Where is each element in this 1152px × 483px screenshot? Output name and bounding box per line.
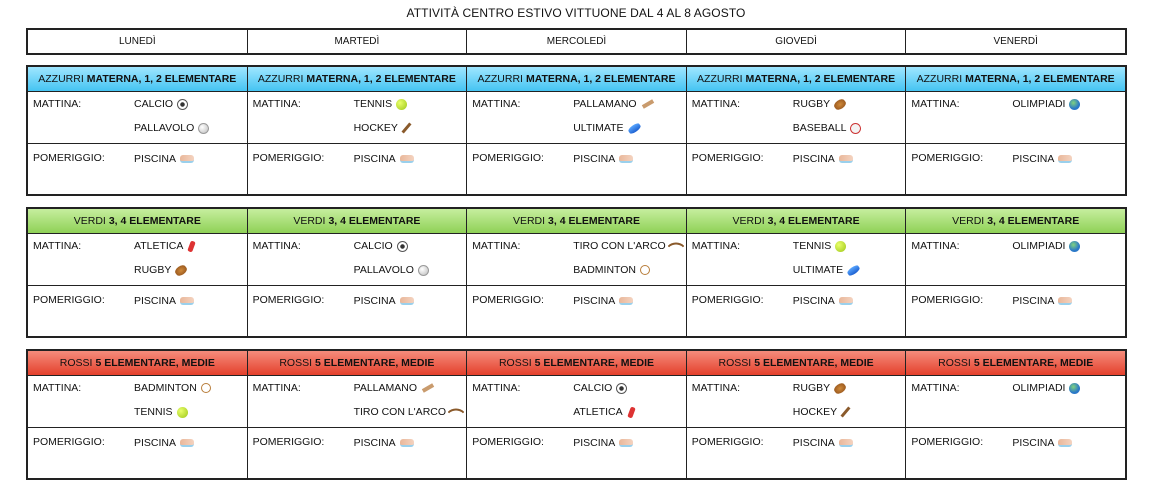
tennis-ball-icon <box>396 99 407 110</box>
day-header-row <box>26 28 1127 55</box>
activity-name: PISCINA <box>792 295 835 307</box>
afternoon-label: POMERIGGIO: <box>33 294 105 306</box>
activity-name: PISCINA <box>134 437 177 449</box>
activity <box>354 240 408 252</box>
morning-label: MATTINA: <box>33 382 82 394</box>
group-block-rossi <box>26 349 1127 480</box>
morning-cell <box>248 92 467 144</box>
group-header <box>906 351 1125 376</box>
morning-label: MATTINA: <box>691 382 741 394</box>
group-classes: MATERNA, 1, 2 ELEMENTARE <box>86 73 237 85</box>
activity <box>134 382 211 394</box>
group-header <box>906 67 1125 92</box>
activity-name: RUGBY <box>134 264 172 276</box>
activity <box>134 295 194 307</box>
activity <box>354 406 462 418</box>
volleyball-icon <box>418 265 429 276</box>
group-header <box>467 209 686 234</box>
morning-cell <box>687 234 906 286</box>
morning-label: MATTINA: <box>252 382 301 394</box>
group-header <box>467 67 686 92</box>
activity <box>1012 437 1072 449</box>
activity-name: HOCKEY <box>792 406 838 418</box>
group-classes: 3, 4 ELEMENTARE <box>548 215 641 227</box>
group-name: AZZURRI <box>916 73 963 85</box>
afternoon-cell <box>28 428 247 478</box>
activity-name: PISCINA <box>134 295 177 307</box>
swimmer-icon <box>839 439 853 447</box>
badminton-racket-icon <box>640 265 650 275</box>
activity <box>793 240 847 252</box>
activity-name: ATLETICA <box>134 240 184 252</box>
activity <box>134 98 188 110</box>
activity-name: CALCIO <box>353 240 393 252</box>
frisbee-icon <box>627 121 642 134</box>
group-header <box>687 209 906 234</box>
day-wednesday: MERCOLEDÌ <box>466 30 686 53</box>
afternoon-cell <box>467 428 686 478</box>
group-classes: 5 ELEMENTARE, MEDIE <box>95 357 215 369</box>
page-title: ATTIVITÀ CENTRO ESTIVO VITTUONE DAL 4 AL 8 AGOSTO <box>406 6 746 20</box>
afternoon-label: POMERIGGIO: <box>911 152 984 164</box>
activity-name: BADMINTON <box>134 382 197 394</box>
group-classes: 5 ELEMENTARE, MEDIE <box>973 357 1094 369</box>
swimmer-icon <box>400 155 414 163</box>
group-classes: MATERNA, 1, 2 ELEMENTARE <box>965 73 1115 85</box>
activity-name: HOCKEY <box>353 122 398 134</box>
swimmer-icon <box>1058 155 1072 163</box>
group-classes: 3, 4 ELEMENTARE <box>987 215 1080 227</box>
bow-arrow-icon <box>448 404 465 421</box>
activity-name: TENNIS <box>792 240 832 252</box>
group-name: VERDI <box>952 215 985 227</box>
afternoon-cell <box>687 428 906 478</box>
activity <box>354 153 414 165</box>
group-name: AZZURRI <box>697 73 743 85</box>
afternoon-label: POMERIGGIO: <box>911 436 984 448</box>
swimmer-icon <box>619 155 633 163</box>
activity-name: PISCINA <box>573 437 616 449</box>
day-thursday: GIOVEDÌ <box>686 30 906 53</box>
activity <box>1012 153 1072 165</box>
activity <box>134 264 187 276</box>
activity-name: RUGBY <box>792 98 831 110</box>
afternoon-cell <box>248 428 467 478</box>
rugby-ball-icon <box>174 263 189 277</box>
handball-icon <box>641 99 653 108</box>
globe-icon <box>1069 99 1080 110</box>
activity <box>1012 382 1080 394</box>
group-name: AZZURRI <box>257 73 304 85</box>
soccer-ball-icon <box>616 383 627 394</box>
activity-name: OLIMPIADI <box>1012 240 1066 252</box>
activity-name: PISCINA <box>134 153 177 165</box>
group-name: ROSSI <box>59 357 93 369</box>
morning-cell <box>906 234 1125 286</box>
activity-name: CALCIO <box>573 382 613 394</box>
day-column-thursday <box>686 209 906 336</box>
day-monday: LUNEDÌ <box>118 36 156 47</box>
morning-label: MATTINA: <box>911 98 960 110</box>
activity-name: PISCINA <box>1012 295 1055 307</box>
morning-label: MATTINA: <box>472 98 521 110</box>
volleyball-icon <box>198 123 209 134</box>
afternoon-cell <box>687 144 906 194</box>
activity-name: PISCINA <box>353 437 396 449</box>
morning-cell <box>28 92 247 144</box>
day-column-friday <box>905 351 1125 478</box>
group-classes: 3, 4 ELEMENTARE <box>328 215 421 227</box>
group-header <box>906 209 1125 234</box>
morning-cell <box>467 376 686 428</box>
hockey-stick-icon <box>841 406 851 417</box>
swimmer-icon <box>180 155 194 163</box>
afternoon-cell <box>467 286 686 336</box>
activity <box>573 122 640 134</box>
afternoon-cell <box>28 144 247 194</box>
activity <box>573 264 650 276</box>
activity-name: RUGBY <box>792 382 831 394</box>
group-header <box>28 351 247 376</box>
activity <box>134 153 194 165</box>
activity-name: PALLAMANO <box>573 98 637 110</box>
activity-name: PISCINA <box>792 437 835 449</box>
activity-name: PISCINA <box>792 153 835 165</box>
day-column-wednesday <box>466 209 686 336</box>
afternoon-cell <box>248 144 467 194</box>
day-column-tuesday <box>247 67 467 194</box>
group-name: ROSSI <box>498 357 532 369</box>
globe-icon <box>1069 241 1080 252</box>
activity-name: TIRO CON L'ARCO <box>573 240 666 252</box>
runner-icon <box>627 406 635 418</box>
activity-name: PALLAMANO <box>353 382 418 394</box>
group-block-verdi <box>26 207 1127 338</box>
group-name: VERDI <box>732 215 765 227</box>
day-column-wednesday <box>466 351 686 478</box>
morning-cell <box>28 376 247 428</box>
group-classes: MATERNA, 1, 2 ELEMENTARE <box>306 73 456 85</box>
morning-cell <box>906 92 1125 144</box>
group-header <box>467 351 686 376</box>
day-column-wednesday <box>466 67 686 194</box>
runner-icon <box>188 240 196 252</box>
group-header <box>248 351 467 376</box>
activity-name: BADMINTON <box>573 264 636 276</box>
group-classes: MATERNA, 1, 2 ELEMENTARE <box>745 73 896 85</box>
group-header <box>248 209 467 234</box>
day-friday: VENERDÌ <box>905 30 1125 53</box>
afternoon-label: POMERIGGIO: <box>691 152 764 164</box>
group-name: AZZURRI <box>38 73 84 85</box>
morning-label: MATTINA: <box>911 382 960 394</box>
swimmer-icon <box>400 439 414 447</box>
activity <box>134 240 194 252</box>
day-column-thursday <box>686 351 906 478</box>
activity-name: BASEBALL <box>792 122 847 134</box>
activity <box>573 437 633 449</box>
activity-name: CALCIO <box>134 98 174 110</box>
activity <box>1012 240 1080 252</box>
swimmer-icon <box>180 297 194 305</box>
group-name: AZZURRI <box>477 73 523 85</box>
activity-name: TENNIS <box>353 98 393 110</box>
afternoon-label: POMERIGGIO: <box>33 436 105 448</box>
activity <box>573 153 633 165</box>
group-name: VERDI <box>293 215 326 227</box>
group-name: ROSSI <box>279 357 313 369</box>
group-classes: MATERNA, 1, 2 ELEMENTARE <box>525 73 676 85</box>
group-classes: 3, 4 ELEMENTARE <box>108 215 201 227</box>
activity <box>354 98 408 110</box>
day-column-friday <box>905 209 1125 336</box>
rugby-ball-icon <box>833 97 848 111</box>
morning-label: MATTINA: <box>911 240 960 252</box>
morning-cell <box>467 234 686 286</box>
soccer-ball-icon <box>177 99 188 110</box>
activity-name: TIRO CON L'ARCO <box>353 406 447 418</box>
afternoon-cell <box>906 428 1125 478</box>
morning-label: MATTINA: <box>33 98 82 110</box>
morning-cell <box>248 234 467 286</box>
activity <box>573 295 633 307</box>
day-column-tuesday <box>247 351 467 478</box>
morning-cell <box>248 376 467 428</box>
morning-cell <box>906 376 1125 428</box>
activity-name: PISCINA <box>353 295 396 307</box>
afternoon-cell <box>906 286 1125 336</box>
bow-arrow-icon <box>667 238 684 255</box>
afternoon-label: POMERIGGIO: <box>33 152 105 164</box>
day-column-monday <box>28 351 247 478</box>
activity <box>573 382 627 394</box>
group-name: VERDI <box>512 215 546 227</box>
badminton-racket-icon <box>201 383 211 393</box>
afternoon-cell <box>467 144 686 194</box>
baseball-icon <box>850 123 861 134</box>
morning-label: MATTINA: <box>252 98 301 110</box>
activity-name: PALLAVOLO <box>353 264 414 276</box>
swimmer-icon <box>180 439 194 447</box>
activity <box>134 122 209 134</box>
activity <box>573 406 633 418</box>
afternoon-label: POMERIGGIO: <box>691 436 764 448</box>
day-column-friday <box>905 67 1125 194</box>
handball-icon <box>422 383 434 392</box>
swimmer-icon <box>1058 439 1072 447</box>
activity <box>573 240 681 252</box>
tennis-ball-icon <box>835 241 846 252</box>
activity-name: TENNIS <box>134 406 173 418</box>
swimmer-icon <box>839 155 853 163</box>
frisbee-icon <box>846 263 861 276</box>
day-column-thursday <box>686 67 906 194</box>
activity-name: ATLETICA <box>573 406 623 418</box>
afternoon-cell <box>248 286 467 336</box>
activity <box>793 264 860 276</box>
activity-name: PISCINA <box>573 153 616 165</box>
afternoon-cell <box>28 286 247 336</box>
morning-label: MATTINA: <box>691 98 741 110</box>
activity-name: ULTIMATE <box>573 122 624 134</box>
activity <box>354 437 414 449</box>
activity <box>793 382 846 394</box>
activity <box>793 122 862 134</box>
group-header <box>248 67 467 92</box>
activity-name: PISCINA <box>573 295 616 307</box>
activity-name: OLIMPIADI <box>1012 382 1066 394</box>
morning-cell <box>687 376 906 428</box>
activity <box>354 382 434 394</box>
swimmer-icon <box>839 297 853 305</box>
activity <box>793 437 853 449</box>
swimmer-icon <box>619 439 633 447</box>
group-classes: 5 ELEMENTARE, MEDIE <box>534 357 655 369</box>
tennis-ball-icon <box>177 407 188 418</box>
hockey-stick-icon <box>401 122 411 133</box>
group-header <box>687 67 906 92</box>
afternoon-label: POMERIGGIO: <box>252 436 325 448</box>
afternoon-label: POMERIGGIO: <box>472 152 544 164</box>
afternoon-label: POMERIGGIO: <box>472 294 544 306</box>
morning-label: MATTINA: <box>472 382 521 394</box>
morning-label: MATTINA: <box>691 240 741 252</box>
activity <box>354 295 414 307</box>
day-column-monday <box>28 67 247 194</box>
afternoon-label: POMERIGGIO: <box>252 152 325 164</box>
activity-name: OLIMPIADI <box>1012 98 1066 110</box>
activity <box>793 295 853 307</box>
activity <box>793 153 853 165</box>
activity-name: PALLAVOLO <box>134 122 195 134</box>
group-classes: 3, 4 ELEMENTARE <box>767 215 860 227</box>
activity <box>793 98 846 110</box>
morning-cell <box>467 92 686 144</box>
day-column-monday <box>28 209 247 336</box>
afternoon-cell <box>906 144 1125 194</box>
afternoon-label: POMERIGGIO: <box>691 294 764 306</box>
morning-cell <box>28 234 247 286</box>
activity-name: PISCINA <box>353 153 396 165</box>
swimmer-icon <box>619 297 633 305</box>
activity <box>134 406 188 418</box>
soccer-ball-icon <box>397 241 408 252</box>
morning-label: MATTINA: <box>472 240 521 252</box>
group-classes: 5 ELEMENTARE, MEDIE <box>315 357 435 369</box>
globe-icon <box>1069 383 1080 394</box>
morning-cell <box>687 92 906 144</box>
group-header <box>28 67 247 92</box>
group-classes: 5 ELEMENTARE, MEDIE <box>754 357 874 369</box>
afternoon-label: POMERIGGIO: <box>252 294 325 306</box>
activity-name: ULTIMATE <box>792 264 844 276</box>
group-name: ROSSI <box>938 357 971 369</box>
activity <box>134 437 194 449</box>
activity <box>573 98 653 110</box>
morning-label: MATTINA: <box>33 240 82 252</box>
afternoon-cell <box>687 286 906 336</box>
activity-name: PISCINA <box>1012 437 1055 449</box>
morning-label: MATTINA: <box>252 240 301 252</box>
activity <box>1012 295 1072 307</box>
activity-name: PISCINA <box>1012 153 1055 165</box>
group-block-azzurri <box>26 65 1127 196</box>
activity <box>793 406 847 418</box>
day-tuesday: MARTEDÌ <box>247 30 467 53</box>
group-name: VERDI <box>73 215 106 227</box>
activity <box>1012 98 1080 110</box>
group-header <box>687 351 906 376</box>
activity <box>354 264 429 276</box>
swimmer-icon <box>400 297 414 305</box>
group-name: ROSSI <box>718 357 752 369</box>
afternoon-label: POMERIGGIO: <box>472 436 544 448</box>
day-column-tuesday <box>247 209 467 336</box>
afternoon-label: POMERIGGIO: <box>911 294 984 306</box>
group-header <box>28 209 247 234</box>
activity <box>354 122 408 134</box>
rugby-ball-icon <box>833 381 848 395</box>
swimmer-icon <box>1058 297 1072 305</box>
